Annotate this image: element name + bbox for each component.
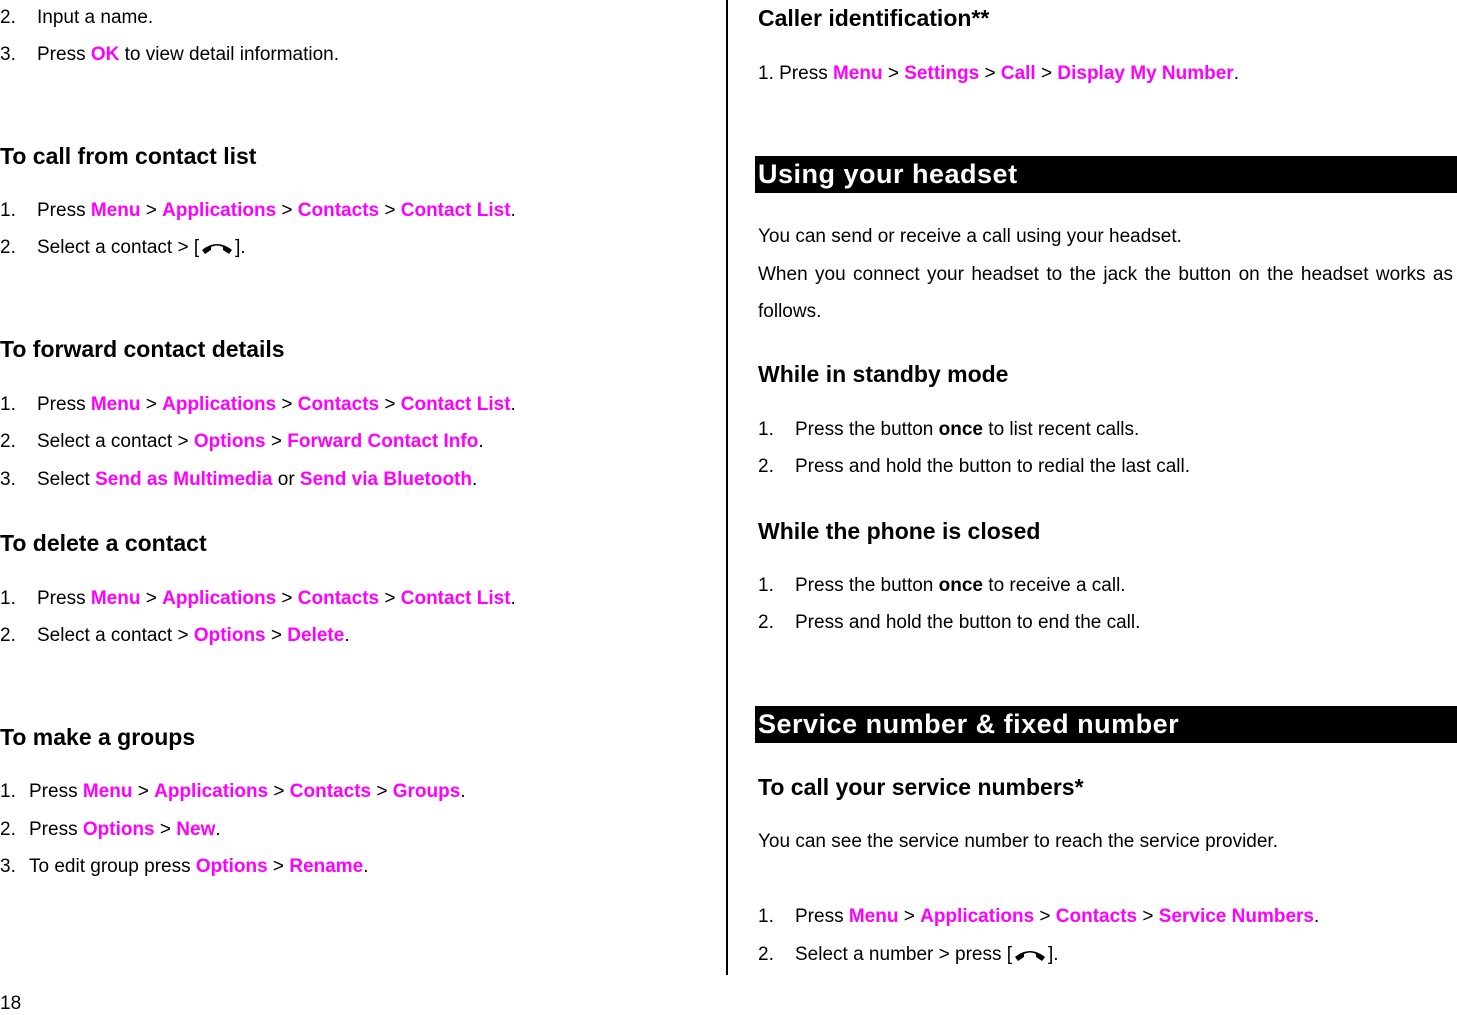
- text-span: 1.: [0, 588, 16, 609]
- text-span: Press and hold the button to end the call.: [795, 612, 1141, 633]
- standby-step-2: [758, 456, 1190, 478]
- text-span: Contact List: [400, 200, 511, 221]
- text-span: 1.: [0, 394, 16, 415]
- text-span: >: [265, 625, 288, 646]
- text-span: Press: [773, 63, 833, 84]
- text-span: >: [140, 588, 163, 609]
- text-span: .: [344, 625, 350, 646]
- text-span: >: [265, 431, 288, 452]
- text-span: Display My Number: [1057, 63, 1234, 84]
- text-span: Service Numbers: [1158, 906, 1314, 927]
- text-span: Contact List: [400, 394, 511, 415]
- text-span: or: [272, 469, 300, 490]
- text-span: Input a name.: [37, 7, 154, 28]
- call-step-2: [0, 237, 246, 259]
- text-span: 2.: [0, 431, 16, 452]
- text-span: >: [371, 781, 393, 802]
- text-span: .: [215, 819, 221, 840]
- text-span: >: [267, 856, 290, 877]
- text-span: >: [898, 906, 921, 927]
- intro-step-3: [0, 44, 339, 66]
- text-span: Delete: [287, 625, 345, 646]
- text-span: 2.: [758, 944, 774, 965]
- text-span: >: [979, 63, 1001, 84]
- text-span: Options: [82, 819, 155, 840]
- text-span: >: [882, 63, 905, 84]
- text-span: >: [132, 781, 155, 802]
- text-span: 1.: [758, 906, 774, 927]
- service-paragraph: You can see the service number to reach the service provider.: [758, 831, 1278, 852]
- text-span: >: [1137, 906, 1159, 927]
- text-span: Forward Contact Info: [287, 431, 479, 452]
- headset-paragraph-2: When you connect your headset to the jack the button on the headset works as follows.: [758, 264, 1453, 322]
- text-span: Menu: [848, 906, 899, 927]
- text-span: Applications: [920, 906, 1035, 927]
- call-step-1: [0, 200, 516, 222]
- text-span: Press: [37, 44, 91, 65]
- heading-standby-mode: While in standby mode: [758, 361, 1009, 387]
- text-span: Menu: [90, 200, 141, 221]
- text-span: 2.: [758, 612, 774, 633]
- text-span: Rename: [289, 856, 364, 877]
- text-span: Contact List: [400, 588, 511, 609]
- text-span: >: [379, 200, 401, 221]
- service-step-1: [758, 906, 1319, 928]
- standby-step-1: [758, 419, 1139, 441]
- text-span: Select a contact >: [37, 431, 194, 452]
- text-span: 2.: [758, 456, 774, 477]
- banner-using-headset: Using your headset: [755, 156, 1457, 193]
- text-span: Press the button: [795, 575, 939, 596]
- text-span: Press: [37, 200, 91, 221]
- text-span: 3.: [0, 44, 16, 65]
- text-span: 1.: [0, 781, 16, 802]
- text-span: 2.: [0, 237, 16, 258]
- text-span: Menu: [90, 394, 141, 415]
- text-span: 1.: [758, 63, 774, 84]
- heading-phone-closed: While the phone is closed: [758, 518, 1041, 544]
- text-span: to list recent calls.: [983, 419, 1140, 440]
- text-span: Menu: [90, 588, 141, 609]
- text-span: .: [1233, 63, 1239, 84]
- text-span: Send via Bluetooth: [299, 469, 472, 490]
- text-span: .: [363, 856, 369, 877]
- text-span: Options: [193, 625, 266, 646]
- heading-caller-id: Caller identification**: [758, 5, 990, 31]
- text-span: >: [276, 394, 298, 415]
- forward-step-2: [0, 431, 484, 453]
- text-span: 3.: [0, 856, 16, 877]
- text-span: Menu: [832, 63, 883, 84]
- groups-step-1: [0, 781, 466, 803]
- text-span: Call: [1000, 63, 1036, 84]
- forward-step-3: [0, 469, 477, 491]
- column-divider: [726, 0, 728, 975]
- text-span: Press: [37, 394, 91, 415]
- heading-call-from-list: To call from contact list: [0, 143, 257, 169]
- text-span: >: [379, 588, 401, 609]
- text-span: Applications: [154, 781, 269, 802]
- text-span: ].: [235, 237, 246, 258]
- text-span: OK: [90, 44, 120, 65]
- text-span: Contacts: [297, 588, 380, 609]
- text-span: ].: [1048, 944, 1059, 965]
- text-span: .: [510, 394, 516, 415]
- phone-call-icon: [1012, 945, 1048, 963]
- text-span: .: [478, 431, 484, 452]
- text-span: >: [276, 588, 298, 609]
- intro-step-2: [0, 7, 153, 29]
- text-span: >: [140, 200, 163, 221]
- text-span: Contacts: [297, 394, 380, 415]
- text-span: Applications: [162, 200, 277, 221]
- text-span: 2.: [0, 7, 16, 28]
- text-span: to view detail information.: [119, 44, 340, 65]
- heading-forward-contact: To forward contact details: [0, 336, 285, 362]
- groups-step-2: [0, 819, 221, 841]
- text-span: Send as Multimedia: [95, 469, 273, 490]
- text-span: Select a contact >: [37, 625, 194, 646]
- text-span: Menu: [82, 781, 133, 802]
- headset-paragraph-1: You can send or receive a call using your headset.: [758, 226, 1182, 247]
- text-span: 2.: [0, 625, 16, 646]
- groups-step-3: [0, 856, 369, 878]
- heading-make-groups: To make a groups: [0, 724, 196, 750]
- text-span: 3.: [0, 469, 16, 490]
- text-span: >: [154, 819, 177, 840]
- text-span: Press: [795, 906, 849, 927]
- closed-step-2: [758, 612, 1140, 634]
- text-span: .: [1314, 906, 1320, 927]
- text-span: 1.: [0, 200, 16, 221]
- text-span: 2.: [0, 819, 16, 840]
- text-span: .: [510, 200, 516, 221]
- text-span: Options: [195, 856, 268, 877]
- text-span: Applications: [162, 394, 277, 415]
- text-span: 1.: [758, 575, 774, 596]
- text-span: Select: [37, 469, 96, 490]
- forward-step-1: [0, 394, 516, 416]
- text-span: Press the button: [795, 419, 939, 440]
- closed-step-1: [758, 575, 1126, 597]
- text-span: Options: [193, 431, 266, 452]
- delete-step-1: [0, 588, 516, 610]
- text-span: >: [276, 200, 298, 221]
- service-step-2: [758, 944, 1059, 966]
- text-span: >: [1034, 906, 1056, 927]
- text-span: Press: [29, 819, 83, 840]
- text-span: Applications: [162, 588, 277, 609]
- text-span: 1.: [758, 419, 774, 440]
- text-span: Contacts: [297, 200, 380, 221]
- text-span: Press: [37, 588, 91, 609]
- delete-step-2: [0, 625, 350, 647]
- text-span: >: [140, 394, 163, 415]
- text-span: Groups: [392, 781, 461, 802]
- text-span: Contacts: [1055, 906, 1138, 927]
- text-span: to receive a call.: [983, 575, 1126, 596]
- banner-service-number: Service number & fixed number: [755, 706, 1457, 743]
- text-span: >: [379, 394, 401, 415]
- text-span: Press: [29, 781, 83, 802]
- text-span: >: [1035, 63, 1058, 84]
- text-span: New: [176, 819, 216, 840]
- text-span: Select a contact > [: [37, 237, 200, 258]
- text-span: >: [268, 781, 290, 802]
- text-span: once: [938, 575, 984, 596]
- text-span: Select a number > press [: [795, 944, 1013, 965]
- text-span: Press and hold the button to redial the last call.: [795, 456, 1191, 477]
- text-span: .: [460, 781, 466, 802]
- page-number: 18: [0, 993, 22, 1014]
- text-span: .: [472, 469, 478, 490]
- text-span: Contacts: [289, 781, 372, 802]
- text-span: once: [938, 419, 984, 440]
- text-span: .: [510, 588, 516, 609]
- text-span: Settings: [904, 63, 980, 84]
- text-span: To edit group press: [29, 856, 196, 877]
- phone-call-icon: [199, 238, 235, 256]
- heading-delete-contact: To delete a contact: [0, 530, 207, 556]
- heading-service-numbers: To call your service numbers*: [758, 774, 1084, 800]
- caller-id-step-1: [758, 63, 1239, 85]
